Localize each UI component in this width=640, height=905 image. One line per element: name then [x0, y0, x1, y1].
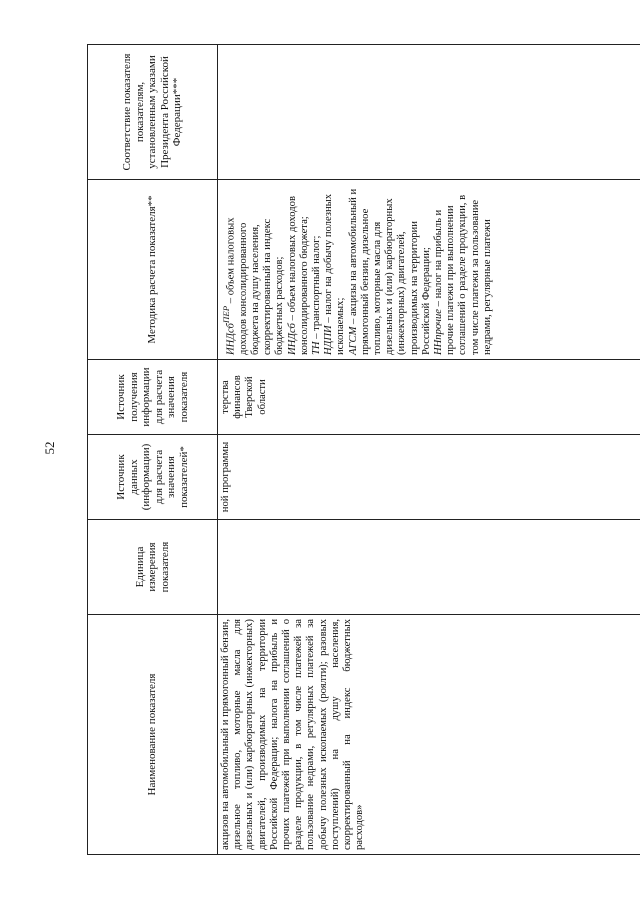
cell-name: акцизов на автомобильный и прямогонный бензин, дизельное топливо, моторные масла для дизельных и (или) карбюраторных (инжекторных) двигателей, производимых на территории Российской Федерации; налога на прибыль и прочих платежей при выполнении соглашений о разделе продукции, в том числе платежей за пользование недрами, регулярных платежей за добычу полезных ископаемых (роялти); разовых поступлений) на душу населения, скорректированный на индекс бюджетных расходов»: [218, 615, 640, 855]
table-wrapper: [87, 45, 640, 855]
method-item-1: [287, 184, 311, 355]
header-compliance: Соответствие показателя показателям, установленным указами Президента Российской Федерации***: [88, 45, 218, 180]
method-item-0: [220, 184, 287, 355]
cell-unit: [218, 520, 640, 615]
method-term: ТН: [310, 341, 322, 355]
header-method: Методика расчета показателя**: [88, 180, 218, 360]
table-row: [218, 45, 640, 855]
method-item-5: [433, 184, 494, 355]
indicator-table: [87, 44, 640, 855]
method-text: – акцизы на автомобильный и прямогонный бензин, дизельное топливо, моторные масла для дизельных и (или) карбюраторных (инжекторных) двигателей, производимых на территории Российской Федерации;: [347, 188, 432, 355]
method-item-2: [311, 184, 323, 355]
method-term: АГСМ: [347, 326, 359, 355]
page-number: 52: [42, 441, 57, 455]
header-source-info: Источник получения информации для расчета значения показателя: [88, 360, 218, 435]
header-source-data: Источник данных (информации) для расчета значения показателей*: [88, 435, 218, 520]
method-text: – налог на прибыль и прочие платежи при выполнении соглашений о разделе продукции, в том числе платежи за пользование недрами, регулярные платежи: [432, 194, 493, 355]
method-term: ИНДсб: [286, 323, 298, 355]
method-item-3: [323, 184, 347, 355]
method-term: ННпрочие: [432, 309, 444, 355]
method-text: – объем налоговых доходов консолидированного бюджета на душу населения, скорректированный на индекс бюджетных расходов;: [225, 217, 286, 355]
table-header-row: [88, 45, 218, 855]
method-item-4: [348, 184, 433, 355]
header-name: Наименование показателя: [88, 615, 218, 855]
method-sup: ПЕР: [221, 305, 231, 324]
method-text: – транспортный налог;: [310, 235, 322, 342]
cell-source-data: ной программы: [218, 435, 640, 520]
method-term: ИНДсб: [225, 323, 237, 355]
cell-source-info: терства финансов Тверской области: [218, 360, 640, 435]
header-unit: Единица измерения показателя: [88, 520, 218, 615]
method-term: НДПИ: [323, 325, 335, 355]
method-text: – налог на добычу полезных ископаемых;: [323, 193, 347, 355]
method-text: – объем налоговых доходов консолидированного бюджета;: [286, 196, 310, 355]
cell-compliance: [218, 45, 640, 180]
cell-method: [218, 180, 640, 360]
